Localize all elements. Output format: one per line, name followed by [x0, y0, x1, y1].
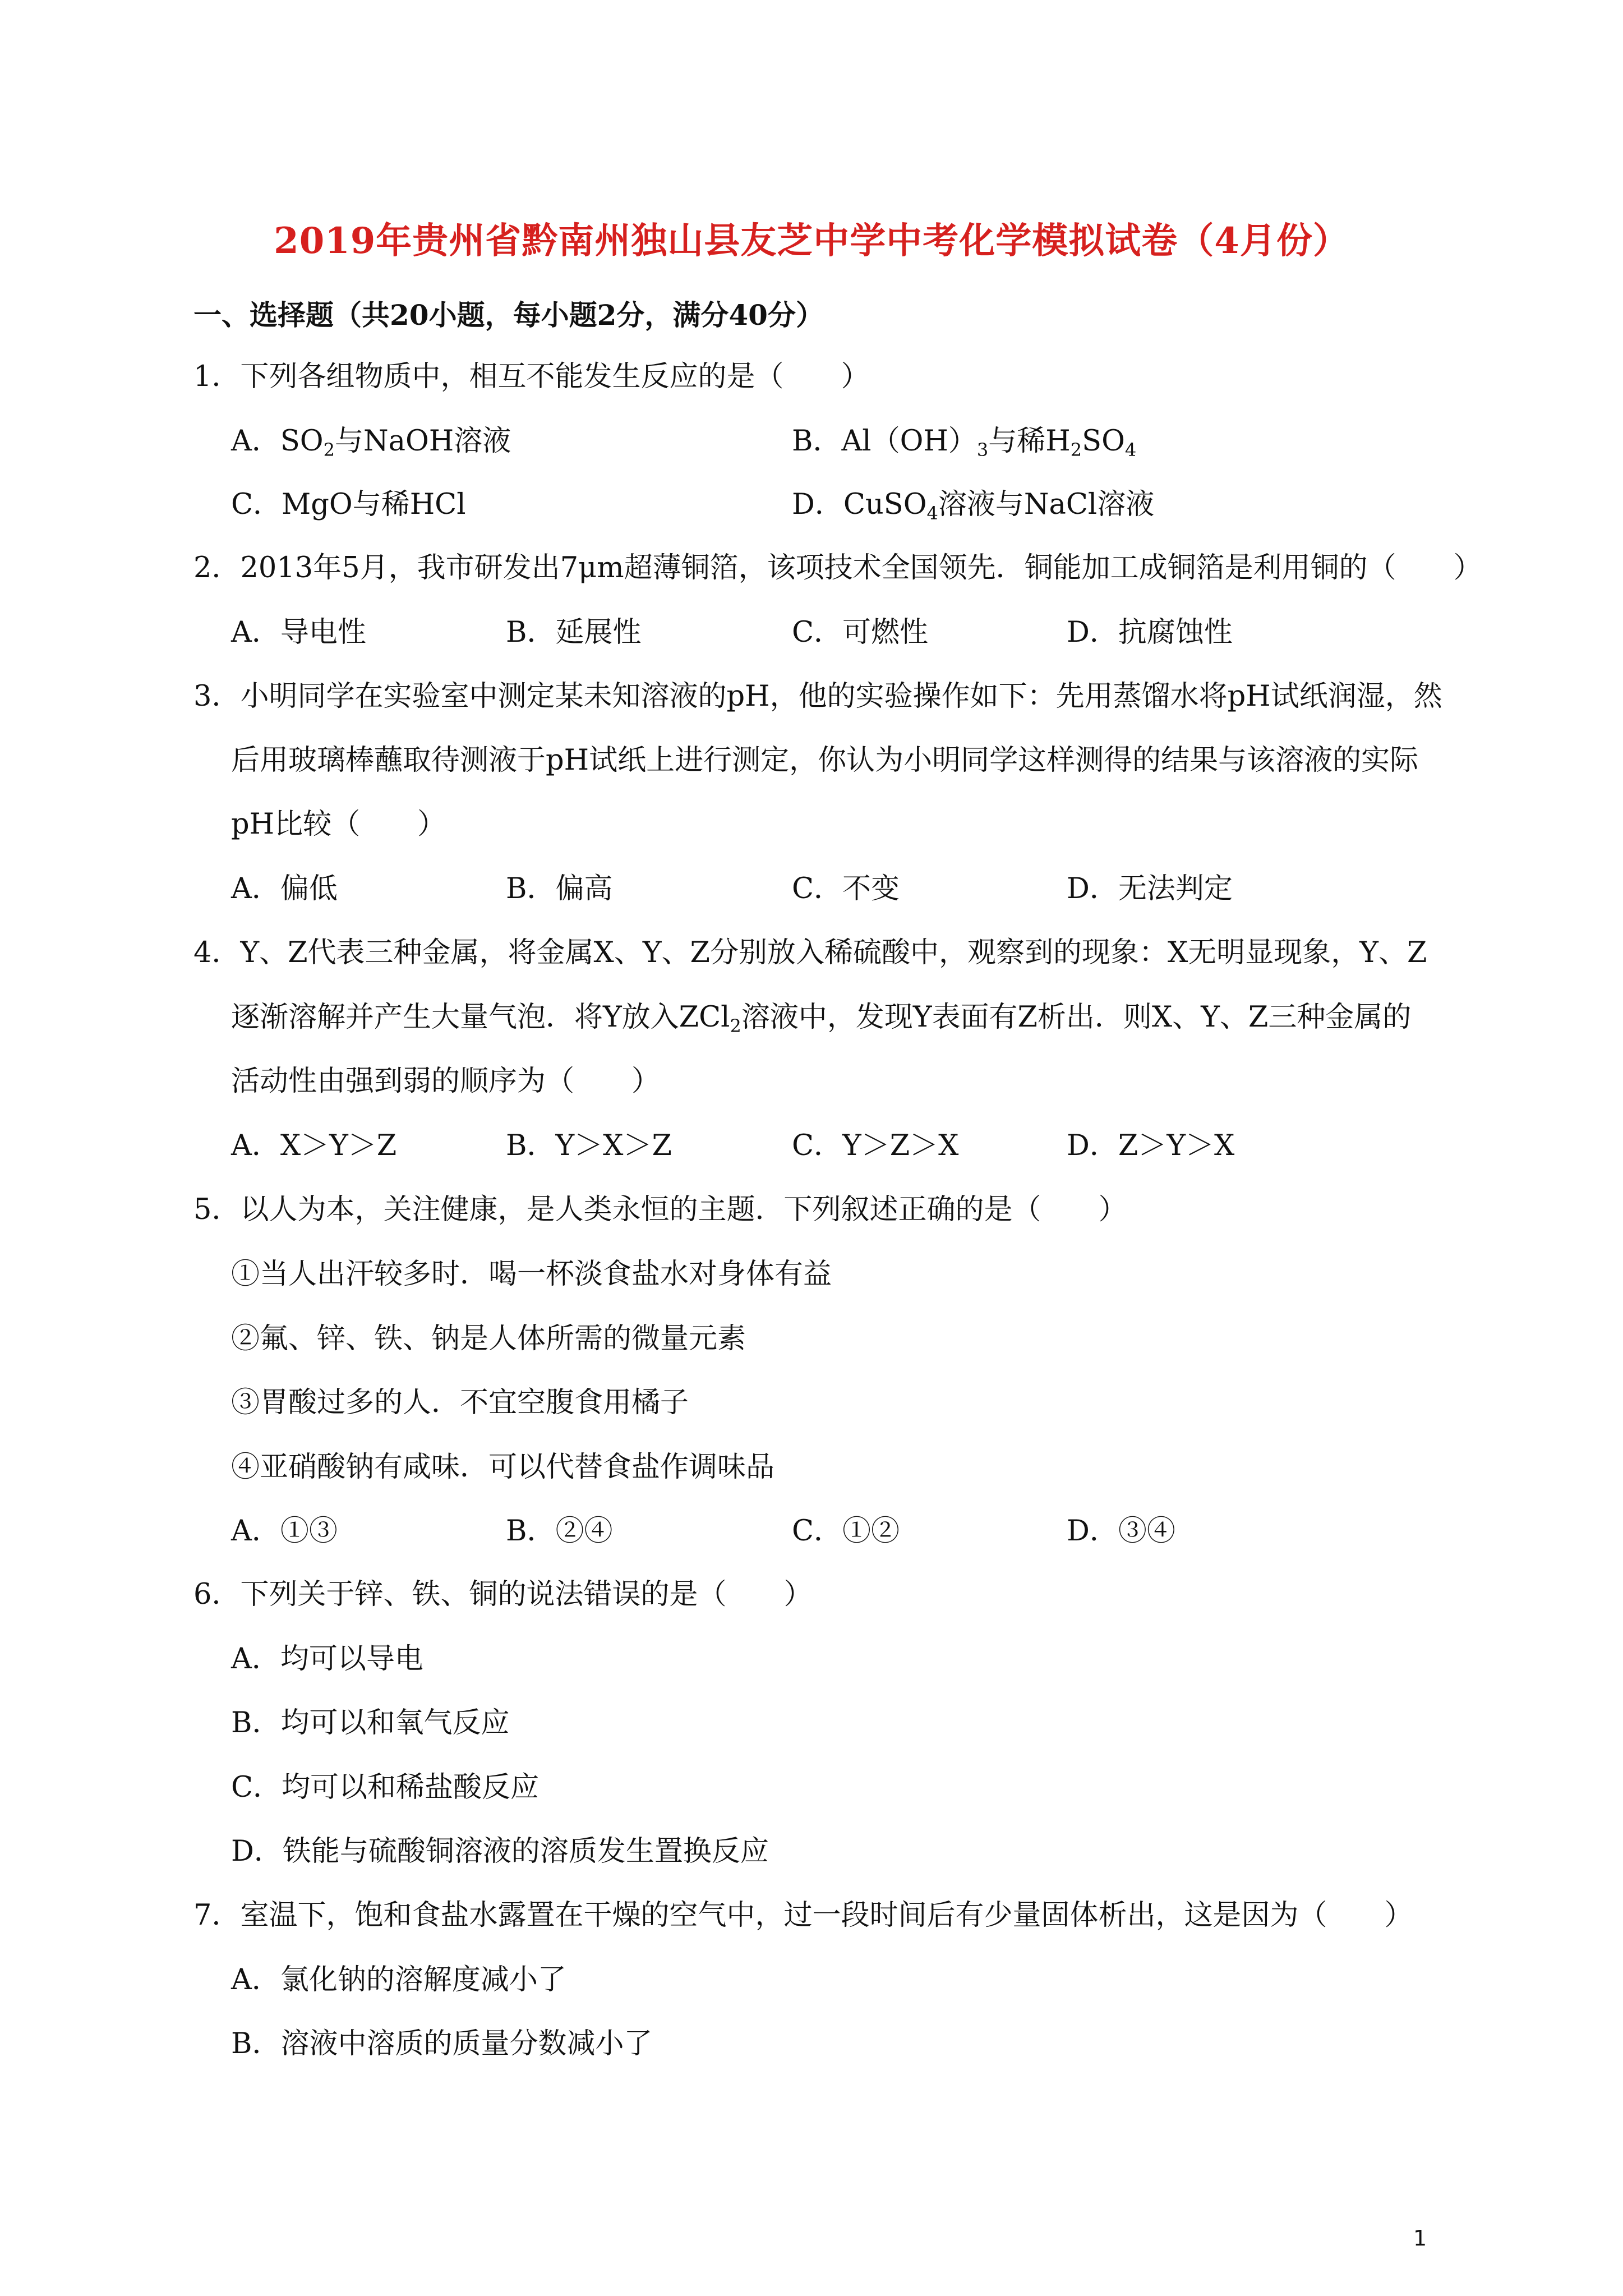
q6-option-a: A．均可以导电 [231, 1642, 423, 1676]
q3-option-c: C．不变 [792, 872, 900, 905]
question-7-stem: 7．室温下，饱和食盐水露置在干燥的空气中，过一段时间后有少量固体析出，这是因为（ ） [193, 1899, 1413, 1932]
question-2-stem: 2．2013年5月，我市研发出7μm超薄铜箔，该项技术全国领先．铜能加工成铜箔是利用铜的（ ） [193, 551, 1482, 585]
q2-option-d: D．抗腐蚀性 [1067, 616, 1233, 649]
question-6-stem: 6．下列关于锌、铁、铜的说法错误的是（ ） [193, 1578, 813, 1611]
q3-option-b: B．偏高 [506, 872, 613, 905]
q7-option-a: A．氯化钠的溶解度减小了 [231, 1963, 566, 1996]
question-5-stem: 5．以人为本，关注健康，是人类永恒的主题．下列叙述正确的是（ ） [193, 1193, 1127, 1226]
q4-option-b: B．Y＞X＞Z [506, 1129, 672, 1162]
q5-statement-3: ③胃酸过多的人．不宜空腹食用橘子 [231, 1386, 689, 1419]
q2-option-c: C．可燃性 [792, 616, 929, 649]
q6-option-d: D．铁能与硫酸铜溶液的溶质发生置换反应 [231, 1835, 769, 1868]
q6-option-c: C．均可以和稀盐酸反应 [231, 1771, 540, 1804]
question-3-stem-line2: 后用玻璃棒蘸取待测液于pH试纸上进行测定，你认为小明同学这样测得的结果与该溶液的实际 [231, 744, 1419, 777]
q7-option-b: B．溶液中溶质的质量分数减小了 [231, 2027, 653, 2060]
question-3-stem-line3: pH比较（ ） [231, 808, 446, 841]
page-number: 1 [1413, 2226, 1427, 2251]
q1-option-c: C．MgO与稀HCl [231, 488, 466, 521]
question-4-stem-line3: 活动性由强到弱的顺序为（ ） [231, 1065, 661, 1098]
q2-option-b: B．延展性 [506, 616, 642, 649]
q5-option-d: D．③④ [1067, 1515, 1175, 1548]
q5-option-b: B．②④ [506, 1515, 613, 1548]
q3-option-d: D．无法判定 [1067, 872, 1233, 905]
q1-option-a: A．$SO_2$与NaOH溶液 [231, 425, 511, 461]
question-4-stem-line1: 4．Y、Z代表三种金属，将金属X、Y、Z分别放入稀硫酸中，观察到的现象：X无明显现象，Y、Z [193, 936, 1427, 969]
q5-statement-2: ②氟、锌、铁、钠是人体所需的微量元素 [231, 1322, 746, 1355]
q4-option-a: A．X＞Y＞Z [231, 1129, 397, 1162]
q1-option-d: D．CuSO$_4$溶液与NaCl溶液 [792, 488, 1155, 524]
question-3-stem-line1: 3．小明同学在实验室中测定某未知溶液的pH，他的实验操作如下：先用蒸馏水将pH试纸润湿，然 [193, 680, 1442, 713]
question-1-stem: 1．下列各组物质中，相互不能发生反应的是（ ） [193, 360, 870, 393]
page-title: 2019年贵州省黔南州独山县友芝中学中考化学模拟试卷（4月份） [274, 220, 1349, 262]
q2-option-a: A．导电性 [231, 616, 366, 649]
q1-option-b: B．$Al(OH)_3$与稀$H_2SO_4$ [792, 425, 1137, 461]
question-4-stem-line2: 逐渐溶解并产生大量气泡．将Y放入ZCl$_2$溶液中，发现Y表面有Z析出．则X、Y、Z三种金属的 [231, 1001, 1412, 1037]
q4-option-c: C．Y＞Z＞X [792, 1129, 959, 1162]
q5-statement-1: ①当人出汗较多时．喝一杯淡食盐水对身体有益 [231, 1258, 832, 1291]
section-heading: 一、选择题（共20小题，每小题2分，满分40分） [193, 298, 824, 332]
q4-option-d: D．Z＞Y＞X [1067, 1129, 1235, 1162]
q6-option-b: B．均可以和氧气反应 [231, 1706, 510, 1740]
q3-option-a: A．偏低 [231, 872, 338, 905]
q5-option-a: A．①③ [231, 1515, 338, 1548]
q5-option-c: C．①② [792, 1515, 900, 1548]
q5-statement-4: ④亚硝酸钠有咸味．可以代替食盐作调味品 [231, 1451, 775, 1484]
